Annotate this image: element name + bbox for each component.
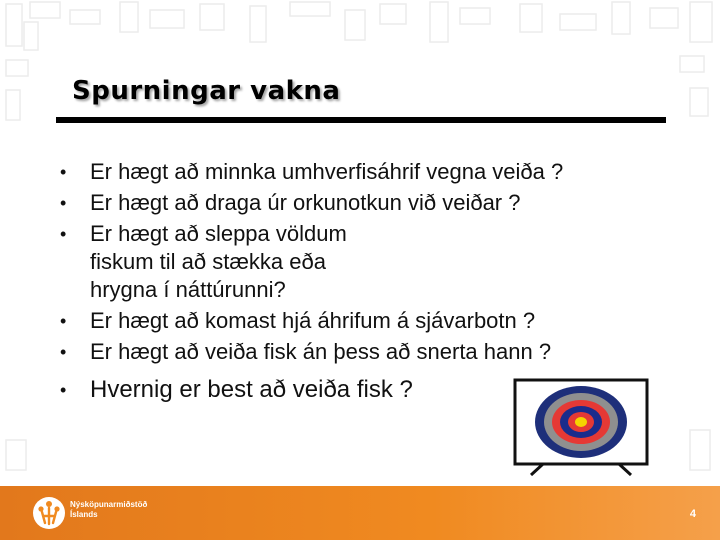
org-name-line2: Íslands: [70, 510, 98, 519]
bullet-item: [56, 158, 676, 186]
target-icon: [513, 378, 649, 476]
bullet-item: [56, 307, 676, 335]
bullet-item: [56, 338, 676, 366]
bullet-text: Er hægt að veiða fisk án þess að snerta hann ?: [90, 339, 552, 364]
bullet-list: [56, 158, 676, 408]
bullet-text: Er hægt að minnka umhverfisáhrif vegna veiða ?: [90, 159, 564, 184]
bullet-dot: •: [60, 380, 67, 400]
org-name-line1: Nýsköpunarmiðstöð: [70, 500, 148, 509]
bullet-item: [56, 220, 390, 304]
people-group-logo-icon: [32, 496, 66, 530]
bullet-text: Hvernig er best að veiða fisk ?: [90, 376, 413, 403]
bullet-dot: •: [60, 193, 67, 213]
bullet-dot: •: [60, 162, 67, 182]
bullet-item: [56, 189, 676, 217]
bullet-text: Er hægt að draga úr orkunotkun við veiðar ?: [90, 190, 521, 215]
bullet-dot: •: [60, 224, 67, 244]
bullet-dot: •: [60, 311, 67, 331]
page-number: 4: [689, 508, 696, 520]
slide-title: Spurningar vakna: [72, 76, 341, 106]
bullet-text: Er hægt að sleppa völdum fiskum til að stækka eða hrygna í náttúrunni?: [90, 221, 347, 302]
org-name: [70, 500, 147, 520]
bullet-text: Er hægt að komast hjá áhrifum á sjávarbotn ?: [90, 308, 536, 333]
bullet-dot: •: [60, 342, 67, 362]
title-underline: [56, 117, 666, 123]
footer-bar: [0, 486, 720, 540]
